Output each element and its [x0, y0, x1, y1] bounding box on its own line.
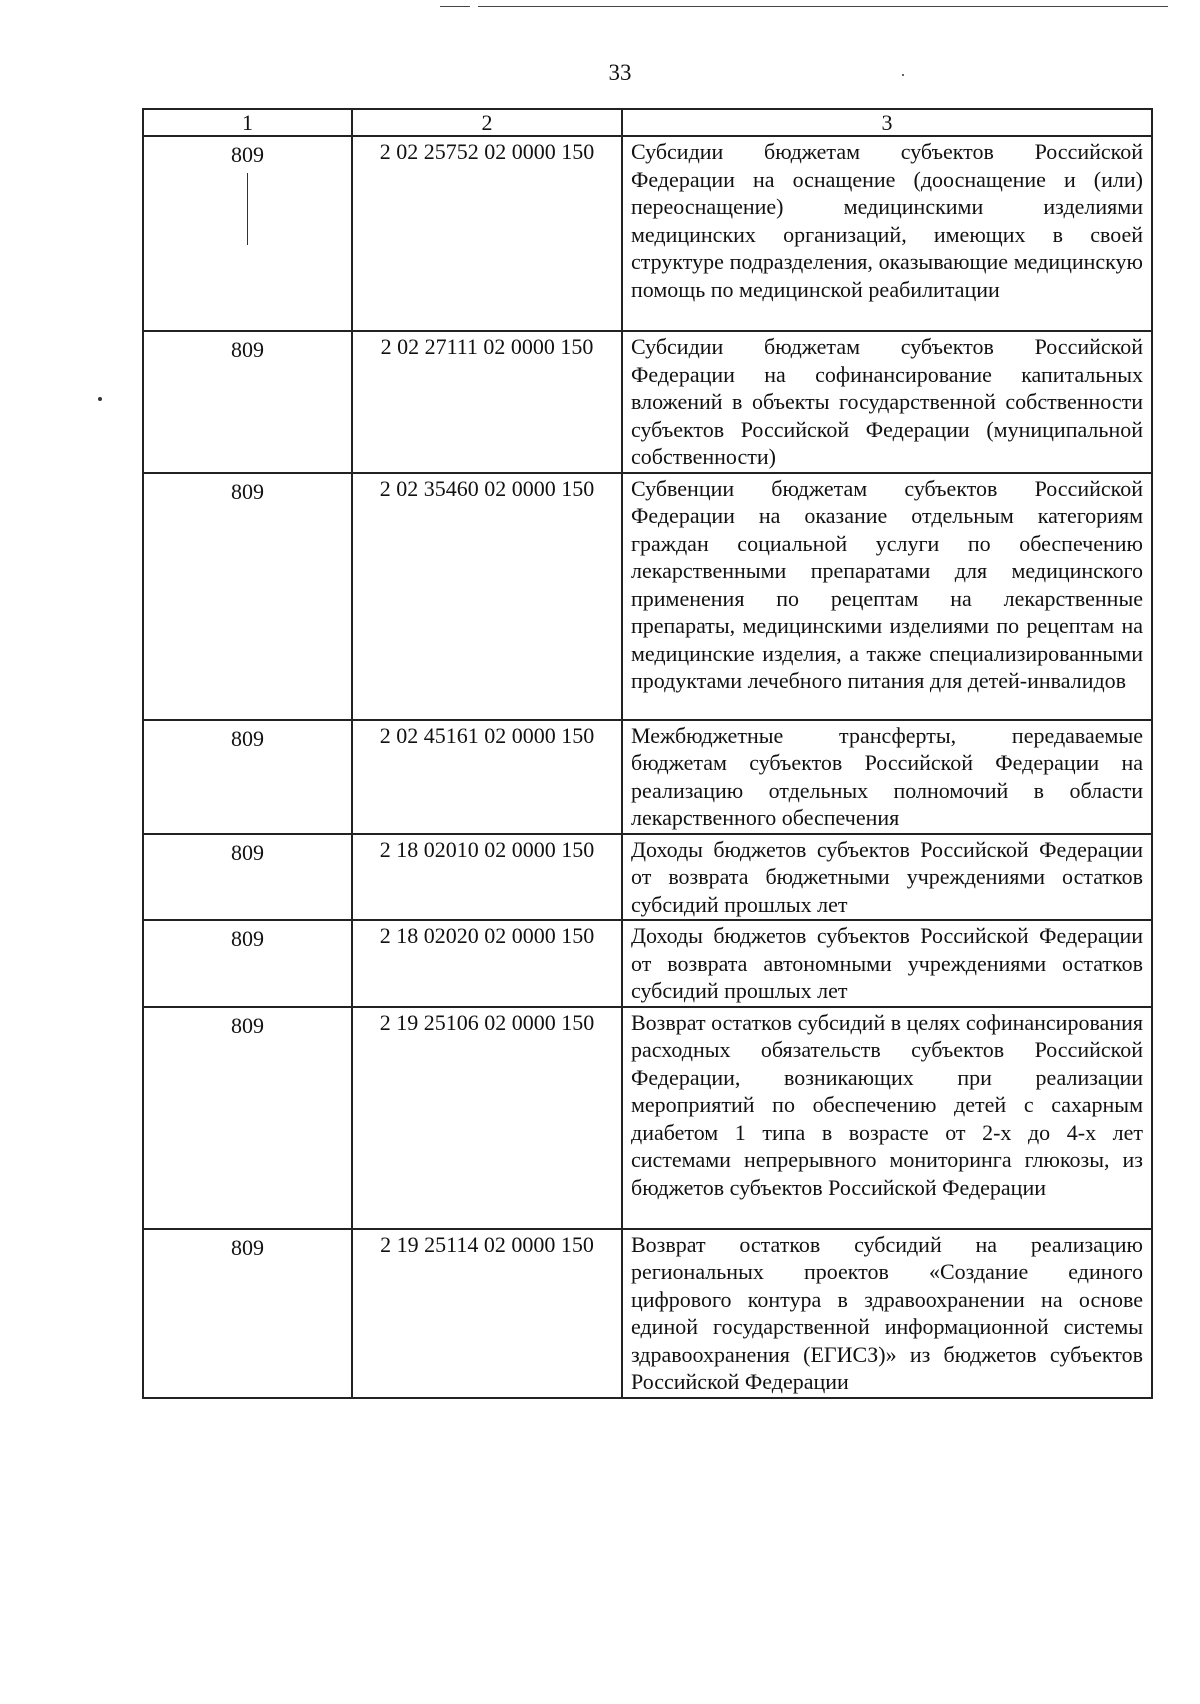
- description-cell: Возврат остатков субсидий в целях софинансирования расходных обязательств субъектов Российской Федерации, возникающих при реализации мероприятий по обеспечению детей с сахарным диабетом 1 типа в возрасте от 2-х до 4-х лет системами непрерывного мониторинга глюкозы, из бюджетов субъектов Российской Федерации: [622, 1007, 1152, 1229]
- admin-code-cell: 809: [143, 1229, 352, 1398]
- top-scan-rule: [440, 6, 470, 7]
- description-cell: Доходы бюджетов субъектов Российской Федерации от возврата бюджетными учреждениями остатков субсидий прошлых лет: [622, 834, 1152, 921]
- page-number: 33: [608, 60, 632, 85]
- table-row: [143, 920, 1152, 1007]
- scan-speck: [98, 397, 102, 401]
- admin-code-cell: 809: [143, 1007, 352, 1229]
- admin-code-cell: 809: [143, 834, 352, 921]
- table-row: [143, 834, 1152, 921]
- table-row: [143, 720, 1152, 834]
- table-row: [143, 1007, 1152, 1229]
- table-row: [143, 136, 1152, 331]
- description-cell: Субсидии бюджетам субъектов Российской Федерации на оснащение (дооснащение и (или) переоснащение) медицинскими изделиями медицинских организаций, имеющих в своей структуре подразделения, оказывающие медицинскую помощь по медицинской реабилитации: [622, 136, 1152, 331]
- admin-code-cell: 809: [143, 473, 352, 720]
- admin-code-cell: [143, 136, 352, 331]
- classification-code-cell: 2 19 25114 02 0000 150: [352, 1229, 622, 1398]
- budget-classification-table: [142, 108, 1153, 1399]
- column-header: 1: [143, 109, 352, 136]
- classification-code-cell: 2 19 25106 02 0000 150: [352, 1007, 622, 1229]
- classification-code-cell: 2 02 25752 02 0000 150: [352, 136, 622, 331]
- description-cell: Возврат остатков субсидий на реализацию региональных проектов «Создание единого цифрового контура в здравоохранении на основе единой государственной информационной системы здравоохранения (ЕГИСЗ)» из бюджетов субъектов Российской Федерации: [622, 1229, 1152, 1398]
- top-scan-rule: [478, 6, 1168, 7]
- classification-code-cell: 2 02 35460 02 0000 150: [352, 473, 622, 720]
- admin-code-cell: 809: [143, 720, 352, 834]
- description-cell: Межбюджетные трансферты, передаваемые бюджетам субъектов Российской Федерации на реализацию отдельных полномочий в области лекарственного обеспечения: [622, 720, 1152, 834]
- column-header: 3: [622, 109, 1152, 136]
- admin-code-cell: 809: [143, 331, 352, 473]
- table-row: [143, 331, 1152, 473]
- classification-code-cell: 2 02 45161 02 0000 150: [352, 720, 622, 834]
- description-cell: Субсидии бюджетам субъектов Российской Федерации на софинансирование капитальных вложений в объекты государственной собственности субъектов Российской Федерации (муниципальной собственности): [622, 331, 1152, 473]
- table-row: [143, 1229, 1152, 1398]
- classification-code-cell: 2 18 02010 02 0000 150: [352, 834, 622, 921]
- admin-code: 809: [231, 142, 264, 167]
- table-row: [143, 473, 1152, 720]
- column-header: 2: [352, 109, 622, 136]
- description-cell: Субвенции бюджетам субъектов Российской Федерации на оказание отдельным категориям граждан социальной услуги по обеспечению лекарственными препаратами для медицинского применения по рецептам на лекарственные препараты, медицинскими изделиями по рецептам на медицинские изделия, а также специализированными продуктами лечебного питания для детей-инвалидов: [622, 473, 1152, 720]
- description-cell: Доходы бюджетов субъектов Российской Федерации от возврата автономными учреждениями остатков субсидий прошлых лет: [622, 920, 1152, 1007]
- classification-code-cell: 2 02 27111 02 0000 150: [352, 331, 622, 473]
- table-header-row: [143, 109, 1152, 136]
- admin-code-cell: 809: [143, 920, 352, 1007]
- classification-code-cell: 2 18 02020 02 0000 150: [352, 920, 622, 1007]
- handwritten-mark: [247, 173, 249, 245]
